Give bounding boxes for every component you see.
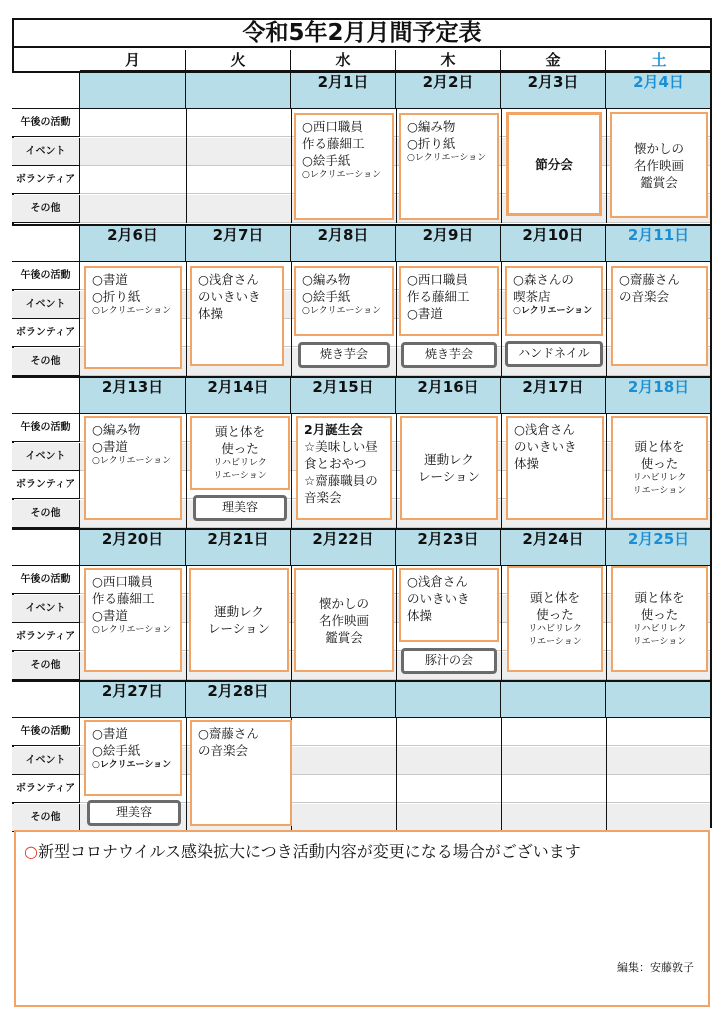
event-line: レーション xyxy=(417,469,480,484)
date-cell xyxy=(186,71,291,109)
event-line: 使った xyxy=(221,441,259,456)
event-line: リハビリレク xyxy=(528,624,582,634)
event-line: ○折り紙 xyxy=(92,289,141,304)
week-blank-cell xyxy=(12,224,80,262)
event-line: 使った xyxy=(640,607,679,622)
column-divider xyxy=(396,718,397,832)
date-cell: 2月18日 xyxy=(606,376,712,414)
event-pill: 理美容 xyxy=(193,495,287,521)
event-pill: 豚汁の会 xyxy=(401,648,497,674)
row-label: その他 xyxy=(12,652,80,680)
date-cell: 2月22日 xyxy=(291,528,396,566)
row-label: イベント xyxy=(12,595,80,623)
event-line: ○書道 xyxy=(407,306,443,321)
column-divider xyxy=(396,566,397,680)
event-line: ○浅倉さん xyxy=(407,574,468,589)
date-cell: 2月21日 xyxy=(186,528,291,566)
event-line: レーション xyxy=(207,621,270,636)
date-cell xyxy=(606,680,712,718)
event-card xyxy=(190,416,290,490)
event-card xyxy=(294,568,394,672)
column-divider xyxy=(291,109,292,223)
column-divider xyxy=(396,109,397,223)
event-line: ☆齋藤職員の xyxy=(304,473,378,488)
event-card xyxy=(399,113,499,220)
week-blank-cell xyxy=(12,376,80,414)
column-divider xyxy=(606,566,607,680)
column-divider xyxy=(501,718,502,832)
week-blank-cell xyxy=(12,71,80,109)
event-line: ○編み物 xyxy=(92,422,141,437)
event-card xyxy=(294,113,394,220)
notice-circle-icon: ○ xyxy=(24,842,38,861)
event-line: 節分会 xyxy=(535,156,573,172)
event-card xyxy=(189,568,289,672)
weekday-thu: 木 xyxy=(396,50,501,71)
event-card xyxy=(506,112,602,216)
event-line: のいきいき xyxy=(514,439,577,454)
event-line: 懐かしの xyxy=(318,595,369,611)
event-line: 名作映画 xyxy=(318,612,369,628)
row-label: イベント xyxy=(12,138,80,166)
column-divider xyxy=(501,262,502,376)
row-label: 午後の活動 xyxy=(12,718,80,746)
event-card xyxy=(84,720,182,796)
event-line: 使った xyxy=(640,456,679,471)
week-blank-cell xyxy=(12,528,80,566)
row-label: その他 xyxy=(12,348,80,376)
date-cell: 2月11日 xyxy=(606,224,712,262)
row-label: 午後の活動 xyxy=(12,566,80,594)
event-line: リエーション xyxy=(528,637,582,647)
event-line: ○齋藤さん xyxy=(619,272,680,287)
date-cell: 2月17日 xyxy=(501,376,606,414)
event-line: 使った xyxy=(536,607,574,622)
event-line: ○西口職員 xyxy=(407,272,468,287)
row-label: その他 xyxy=(12,195,80,223)
event-line: ○レクリエーション xyxy=(92,760,172,770)
column-divider xyxy=(606,414,607,528)
event-line: リハビリレク xyxy=(632,473,687,483)
event-line: ○レクリエーション xyxy=(302,170,382,180)
event-line: 頭と体を xyxy=(634,590,685,605)
event-line: 作る藤細工 xyxy=(92,591,155,606)
event-card xyxy=(399,266,499,336)
event-line: リハビリレク xyxy=(213,458,267,468)
event-line: ○浅倉さん xyxy=(198,272,259,287)
row-label: ボランティア xyxy=(12,775,80,803)
event-line: ○絵手紙 xyxy=(302,153,351,168)
event-line: ○レクリエーション xyxy=(302,306,382,316)
weekday-mon: 月 xyxy=(80,50,186,71)
event-pill: 焼き芋会 xyxy=(298,342,390,368)
date-cell: 2月13日 xyxy=(80,376,186,414)
event-line: 体操 xyxy=(198,306,224,321)
event-line: 作る藤細工 xyxy=(302,136,365,151)
date-cell: 2月2日 xyxy=(396,71,501,109)
event-card xyxy=(506,416,604,520)
weekday-fri: 金 xyxy=(501,50,606,71)
event-line: 名作映画 xyxy=(633,157,684,173)
weekday-sat: 土 xyxy=(606,50,712,71)
weekday-tue: 火 xyxy=(186,50,291,71)
date-cell: 2月3日 xyxy=(501,71,606,109)
event-line: リエーション xyxy=(632,486,687,496)
event-card xyxy=(507,566,603,672)
date-cell: 2月6日 xyxy=(80,224,186,262)
row-label: その他 xyxy=(12,804,80,832)
column-divider xyxy=(396,262,397,376)
event-line: ○編み物 xyxy=(302,272,351,287)
weekday-wed: 水 xyxy=(291,50,396,71)
column-divider xyxy=(186,718,187,832)
row-label: 午後の活動 xyxy=(12,262,80,290)
column-divider xyxy=(186,566,187,680)
column-divider xyxy=(291,262,292,376)
date-cell: 2月14日 xyxy=(186,376,291,414)
column-divider xyxy=(291,566,292,680)
column-divider xyxy=(501,109,502,223)
row-label: 午後の活動 xyxy=(12,109,80,137)
event-pill: ハンドネイル xyxy=(505,341,603,367)
event-line: 作る藤細工 xyxy=(407,289,470,304)
event-line: 頭と体を xyxy=(214,424,265,439)
column-divider xyxy=(606,109,607,223)
column-divider xyxy=(501,414,502,528)
row-label: その他 xyxy=(12,500,80,528)
grid-line xyxy=(80,222,710,223)
row-label: イベント xyxy=(12,747,80,775)
event-line: ○書道 xyxy=(92,608,128,623)
row-label: ボランティア xyxy=(12,319,80,347)
event-line: 喫茶店 xyxy=(513,289,551,304)
row-label: イベント xyxy=(12,443,80,471)
event-card xyxy=(611,416,708,520)
date-cell: 2月25日 xyxy=(606,528,712,566)
event-line: リエーション xyxy=(213,471,267,481)
event-card xyxy=(84,568,182,672)
event-card xyxy=(611,566,708,672)
event-line: の音楽会 xyxy=(619,289,670,304)
event-line: ○編み物 xyxy=(407,119,456,134)
event-line: 運動レク xyxy=(424,452,474,467)
event-line: のいきいき xyxy=(407,591,470,606)
event-line: ○絵手紙 xyxy=(92,743,141,758)
column-divider xyxy=(186,109,187,223)
date-cell: 2月27日 xyxy=(80,680,186,718)
event-line: ○レクリエーション xyxy=(92,625,172,635)
event-line: ○折り紙 xyxy=(407,136,456,151)
event-line: ○書道 xyxy=(92,272,128,287)
date-cell: 2月9日 xyxy=(396,224,501,262)
column-divider xyxy=(606,718,607,832)
event-line: 懐かしの xyxy=(633,140,684,156)
event-card xyxy=(84,266,182,369)
column-divider xyxy=(291,414,292,528)
notice-text: 新型コロナウイルス感染拡大につき活動内容が変更になる場合がございます xyxy=(37,842,581,861)
date-cell: 2月8日 xyxy=(291,224,396,262)
event-line: の音楽会 xyxy=(198,743,249,758)
event-line: ○森さんの xyxy=(513,272,574,287)
column-divider xyxy=(186,262,187,376)
date-cell xyxy=(501,680,606,718)
event-line: のいきいき xyxy=(198,289,261,304)
event-card xyxy=(399,568,499,642)
column-divider xyxy=(396,414,397,528)
event-line: ○書道 xyxy=(92,726,128,741)
event-card xyxy=(294,266,394,336)
event-line: ○レクリエーション xyxy=(92,456,172,466)
date-cell: 2月24日 xyxy=(501,528,606,566)
event-card xyxy=(190,720,292,826)
event-card xyxy=(296,416,392,520)
event-line: 体操 xyxy=(514,456,540,471)
event-card xyxy=(84,416,182,520)
notice-message xyxy=(24,840,700,863)
date-cell: 2月23日 xyxy=(396,528,501,566)
event-line: リハビリレク xyxy=(632,624,687,634)
event-pill: 焼き芋会 xyxy=(401,342,497,368)
event-line: 頭と体を xyxy=(634,439,685,454)
row-label: 午後の活動 xyxy=(12,414,80,442)
event-card xyxy=(505,266,603,336)
event-card xyxy=(190,266,284,366)
row-label: ボランティア xyxy=(12,471,80,499)
event-line: 運動レク xyxy=(214,604,264,619)
date-cell: 2月20日 xyxy=(80,528,186,566)
event-line: ○齋藤さん xyxy=(198,726,259,741)
event-line: 鑑賞会 xyxy=(640,174,678,190)
date-cell: 2月16日 xyxy=(396,376,501,414)
date-cell: 2月10日 xyxy=(501,224,606,262)
editor-credit: 編集：安藤敦子 xyxy=(617,961,694,974)
event-line: 食とおやつ xyxy=(304,456,367,471)
page-title: 令和5年2月月間予定表 xyxy=(12,18,712,48)
row-label: ボランティア xyxy=(12,623,80,651)
event-line: 体操 xyxy=(407,608,433,623)
column-divider xyxy=(186,414,187,528)
date-cell: 2月15日 xyxy=(291,376,396,414)
event-line: ○西口職員 xyxy=(302,119,363,134)
event-line: ○書道 xyxy=(92,439,128,454)
date-cell: 2月28日 xyxy=(186,680,291,718)
event-line: ○レクリエーション xyxy=(513,306,593,316)
date-cell xyxy=(291,680,396,718)
row-label: イベント xyxy=(12,291,80,319)
event-line: ○絵手紙 xyxy=(302,289,351,304)
column-divider xyxy=(501,566,502,680)
date-cell: 2月7日 xyxy=(186,224,291,262)
event-card xyxy=(611,266,708,366)
date-cell: 2月1日 xyxy=(291,71,396,109)
event-line: ○レクリエーション xyxy=(407,153,487,163)
row-label: ボランティア xyxy=(12,166,80,194)
event-card xyxy=(400,416,498,520)
week-blank-cell xyxy=(12,680,80,718)
column-divider xyxy=(606,262,607,376)
date-cell: 2月4日 xyxy=(606,71,712,109)
date-cell xyxy=(396,680,501,718)
event-line: リエーション xyxy=(632,637,687,647)
event-line: 鑑賞会 xyxy=(325,629,363,645)
event-line: ○浅倉さん xyxy=(514,422,575,437)
event-line: 2月誕生会 xyxy=(304,422,363,437)
event-line: 音楽会 xyxy=(304,490,342,505)
event-pill: 理美容 xyxy=(87,800,181,826)
notice-box xyxy=(14,830,710,1007)
event-card xyxy=(610,112,708,218)
event-line: ○レクリエーション xyxy=(92,306,172,316)
event-line: ☆美味しい昼 xyxy=(304,439,378,454)
event-line: ○西口職員 xyxy=(92,574,153,589)
event-line: 頭と体を xyxy=(529,590,580,605)
date-cell xyxy=(80,71,186,109)
